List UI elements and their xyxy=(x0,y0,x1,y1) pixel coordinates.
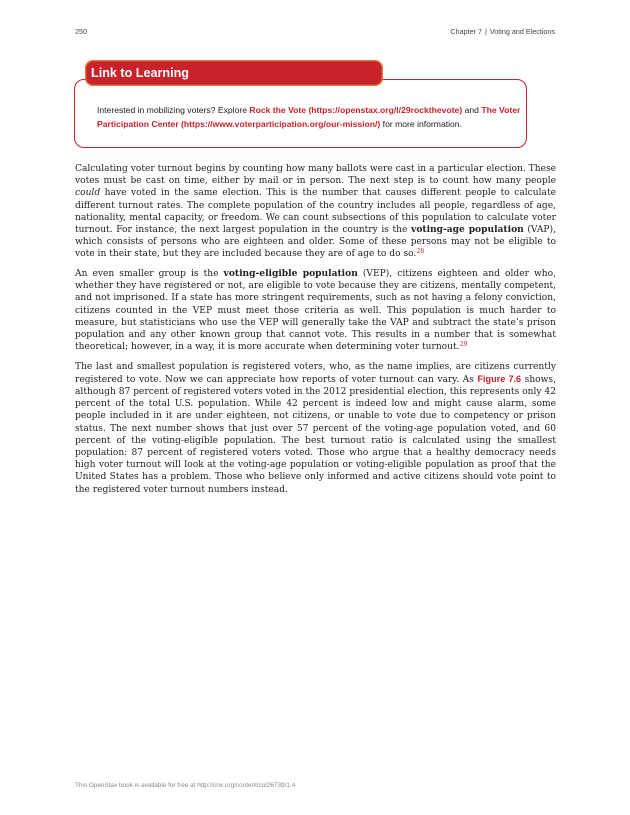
p2-text-a: An even smaller group is the xyxy=(75,268,224,279)
link-to-learning-title: Link to Learning xyxy=(85,60,383,86)
section-label: Voting and Elections xyxy=(489,27,555,36)
page-number: 250 xyxy=(75,27,87,36)
p1-text-a: Calculating voter turnout begins by counting how many ballots were cast in a particular election. These votes must be cast on time, either by mail or in person. The next step is to count how many people xyxy=(75,164,556,187)
chapter-label: Chapter 7 xyxy=(450,27,482,36)
link-to-learning-text xyxy=(97,103,522,131)
callout-text-1: Interested in mobilizing voters? Explore xyxy=(97,105,250,115)
paragraph-1 xyxy=(75,163,556,261)
p3-text-a: The last and smallest population is registered voters, who, as the name implies, are citizens currently registered to vote. Now we can appreciate how reports of voter turnout can vary. As xyxy=(75,361,556,385)
paragraph-3 xyxy=(75,361,556,496)
running-header xyxy=(450,27,555,36)
callout-text-2: and xyxy=(462,105,482,115)
footnote-ref-29[interactable]: 29 xyxy=(459,341,468,349)
p3-text-b: shows, although 87 percent of registered voters voted in the 2012 presidential election, this represents only 42 percent of the total U.S. population. While 42 percent is indeed low and might cause alarm, some people included in it are under eighteen, not citizens, or unable to vote due to competency or prison status. The next number shows that just over 57 percent of the voting-age population voted, and 60 percent of the voting-eligible population. The best turnout ratio is calculated using the smallest population: 87 percent of registered voters voted. Those who argue that a healthy democracy needs high voter turnout will look at the voting-age population or voting-eligible population as proof that the United States has a problem. Those who believe only informed and active citizens should vote point to the registered voter turnout numbers instead. xyxy=(75,374,556,495)
p2-text-c: (VEP), citizens eighteen and older who, whether they have registered or not, are eligible to vote because they are citizens, mentally competent, and not imprisoned. If a state has more stringent requirements, such as not having a felony conviction, citizens counted in the VEP must meet those criteria as well. This population is much harder to measure, but statisticians who use the VEP will generally take the VAP and subtract the state’s prison population and any other known group that cannot vote. This results in a number that is somewhat theoretical; however, in a way, it is more accurate when determining voter turnout. xyxy=(75,268,556,353)
term-voting-eligible-population: voting-eligible population xyxy=(223,267,358,279)
footnote-ref-28[interactable]: 28 xyxy=(416,248,425,256)
callout-text-3: for more information. xyxy=(380,119,462,129)
main-text xyxy=(75,163,556,503)
voter-participation-center-link[interactable]: The Voter Participation Center (https://www.voterparticipation.org/our-mission/) xyxy=(97,105,521,129)
paragraph-2 xyxy=(75,268,556,353)
header-separator: | xyxy=(484,27,487,36)
rock-the-vote-link[interactable]: Rock the Vote (https://openstax.org/l/29rockthevote) xyxy=(249,105,463,115)
p1-text-e: (VAP), which consists of persons who are eighteen and older. Some of these persons may not be eligible to vote in their state, but they are included because they are of age to do so. xyxy=(75,225,556,260)
footer-note: This OpenStax book is available for free at http://cnx.org/content/col26739/1.4 xyxy=(75,782,296,789)
p1-italic-could: could xyxy=(75,188,101,199)
term-voting-age-population: voting-age population xyxy=(411,224,524,236)
figure-7-6-link[interactable]: Figure 7.6 xyxy=(477,373,522,384)
p1-text-c: have voted in the same election. This is the number that causes different people to calculate different turnout rates. The complete population of the country includes all people, regardless of age, nationality, mental capacity, or freedom. We can count subsections of this population to calculate voter turnout. For instance, the next largest population in the country is the xyxy=(75,188,556,236)
